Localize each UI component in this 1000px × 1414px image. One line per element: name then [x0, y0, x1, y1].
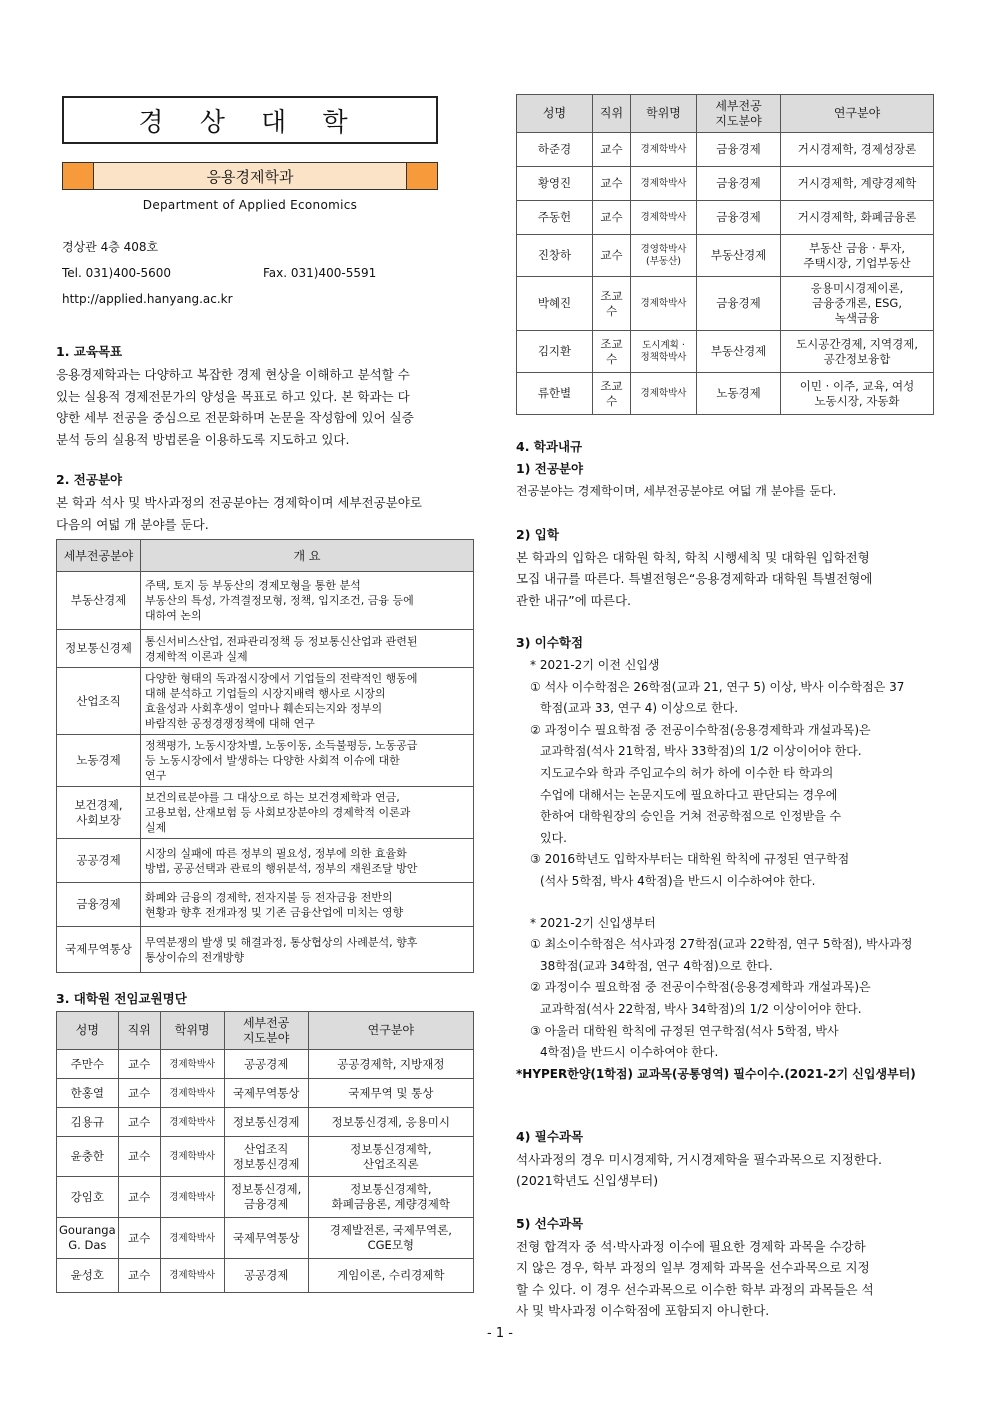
faculty-degree: 경제학박사	[631, 133, 697, 167]
faculty-degree: 경제학박사	[631, 373, 697, 415]
college-title: 경 상 대 학	[62, 96, 438, 144]
table-header-row	[517, 95, 934, 133]
field-description: 정책평가, 노동시장차별, 노동이동, 소득불평등, 노동공급 등 노동시장에서 발생하는 다양한 사회적 이슈에 대한 연구	[141, 735, 474, 787]
faculty-degree: 경제학박사	[160, 1108, 224, 1137]
table-row	[57, 1050, 474, 1079]
admission-text	[516, 547, 934, 612]
faculty-research: 정보통신경제학, 산업조직론	[308, 1137, 473, 1177]
faculty-research: 경제발전론, 국제무역론, CGE모형	[308, 1218, 473, 1259]
prerequisites-text	[516, 1236, 934, 1322]
list-item: ② 과정이수 필요학점 중 전공이수학점(응용경제학과 개설과목)은	[530, 722, 871, 737]
required-courses-text	[516, 1149, 934, 1192]
faculty-name: 하준경	[517, 133, 593, 167]
faculty-rank: 교수	[593, 167, 631, 201]
faculty-rank: 조교수	[593, 373, 631, 415]
text-line: (2021학년도 신입생부터)	[516, 1173, 659, 1189]
faculty-degree: 경제학박사	[631, 277, 697, 331]
table-row	[57, 1259, 474, 1293]
faculty-major: 금융경제	[697, 277, 781, 331]
subsection-title-admission: 2) 입학	[516, 526, 559, 542]
table-row	[517, 277, 934, 331]
column-header: 연구분야	[781, 95, 934, 133]
faculty-major: 노동경제	[697, 373, 781, 415]
faculty-research: 부동산 금융 · 투자, 주택시장, 기업부동산	[781, 235, 934, 277]
text-line: 본 학과 석사 및 박사과정의 전공분야는 경제학이며 세부전공분야로	[56, 495, 422, 510]
table-row	[57, 668, 474, 735]
faculty-research: 응용미시경제이론, 금융중개론, ESG, 녹색금융	[781, 277, 934, 331]
text-line: 관한 내규”에 따른다.	[516, 592, 631, 608]
table-row	[57, 839, 474, 883]
left-column	[56, 96, 474, 1293]
faculty-research: 거시경제학, 화폐금융론	[781, 201, 934, 235]
table-row	[57, 883, 474, 927]
credits-group-head: * 2021-2기 신입생부터	[530, 915, 656, 930]
faculty-name: 진창하	[517, 235, 593, 277]
faculty-rank: 교수	[593, 235, 631, 277]
text-line: 분석 등의 실용적 방법론을 이용하도록 지도하고 있다.	[56, 431, 350, 447]
faculty-rows	[517, 133, 934, 415]
field-description: 시장의 실패에 따른 정부의 필요성, 정부에 의한 효율화 방법, 공공선택과 관료의 행위분석, 정부의 재원조달 방안	[141, 839, 474, 883]
faculty-rank: 교수	[118, 1079, 160, 1108]
faculty-rank: 교수	[118, 1218, 160, 1259]
table-header-row	[57, 1012, 474, 1050]
list-item: 한하여 대학원장의 승인을 거쳐 전공학점으로 인정받을 수	[540, 809, 842, 824]
faculty-rank: 교수	[118, 1259, 160, 1293]
column-header: 성명	[517, 95, 593, 133]
table-row	[57, 1137, 474, 1177]
faculty-degree: 경제학박사	[160, 1050, 224, 1079]
faculty-name: 류한별	[517, 373, 593, 415]
faculty-name: 황영진	[517, 167, 593, 201]
text-line: 다음의 여덟 개 분야를 둔다.	[56, 516, 209, 532]
faculty-research: 정보통신경제학, 화폐금융론, 계량경제학	[308, 1177, 473, 1218]
faculty-major: 국제무역통상	[224, 1218, 308, 1259]
table-row	[57, 572, 474, 630]
list-item: 지도교수와 학과 주임교수의 허가 하에 이수한 타 학과의	[540, 766, 834, 781]
faculty-degree: 경제학박사	[160, 1218, 224, 1259]
faculty-major: 산업조직 정보통신경제	[224, 1137, 308, 1177]
major-fields-text	[56, 492, 474, 535]
list-item: ② 과정이수 필요학점 중 전공이수학점(응용경제학과 개설과목)은	[530, 980, 871, 995]
subsection-title-credits: 3) 이수학점	[516, 635, 584, 651]
credits-group-from-2021	[516, 934, 934, 1064]
field-name: 국제무역통상	[57, 927, 141, 973]
table-row	[57, 1218, 474, 1259]
text-line: 있는 실용적 경제전문가의 양성을 목표로 하고 있다. 본 학과는 다	[56, 388, 410, 404]
banner-accent-left	[63, 163, 93, 189]
field-description: 주택, 토지 등 부동산의 경제모형을 통한 분석 부동산의 특성, 가격결정모형, 정책, 입지조건, 금융 등에 대하여 논의	[141, 572, 474, 630]
faculty-major: 부동산경제	[697, 235, 781, 277]
list-item: ③ 아울러 대학원 학칙에 규정된 연구학점(석사 5학점, 박사	[530, 1023, 839, 1038]
hyper-requirement-note: *HYPER한양(1학점) 교과목(공통영역) 필수이수.(2021-2기 신입생부터)	[516, 1066, 916, 1081]
column-header: 직위	[118, 1012, 160, 1050]
subsection-title-prerequisites: 5) 선수과목	[516, 1215, 584, 1231]
contact-info	[62, 234, 474, 312]
faculty-research: 이민 · 이주, 교육, 여성 노동시장, 자동화	[781, 373, 934, 415]
table-header-row	[57, 540, 474, 572]
faculty-major: 공공경제	[224, 1050, 308, 1079]
department-name: 응용경제학과	[93, 163, 407, 189]
table-row	[517, 133, 934, 167]
address: 경상관 4층 408호	[62, 240, 159, 254]
table-row	[57, 787, 474, 839]
field-name: 부동산경제	[57, 572, 141, 630]
section-title-education-goal: 1. 교육목표	[56, 344, 123, 359]
table-row	[517, 235, 934, 277]
column-header: 세부전공 지도분야	[697, 95, 781, 133]
text-line: 본 학과의 입학은 대학원 학칙, 학칙 시행세칙 및 대학원 입학전형	[516, 549, 870, 565]
website-link[interactable]: http://applied.hanyang.ac.kr	[62, 292, 233, 306]
faculty-name: 주동헌	[517, 201, 593, 235]
faculty-degree: 경제학박사	[160, 1177, 224, 1218]
major-fields-rows	[57, 572, 474, 973]
faculty-degree: 경제학박사	[160, 1079, 224, 1108]
fax: Fax. 031)400-5591	[263, 266, 377, 280]
faculty-research: 도시공간경제, 지역경제, 공간정보융합	[781, 331, 934, 373]
section-title-department-rules: 4. 학과내규	[516, 439, 583, 454]
field-description: 무역분쟁의 발생 및 해결과정, 통상협상의 사례분석, 향후 통상이슈의 전개방향	[141, 927, 474, 973]
list-item: 교과학점(석사 22학점, 박사 34학점)의 1/2 이상이어야 한다.	[540, 1002, 862, 1016]
field-description: 다양한 형태의 독과점시장에서 기업들의 전략적인 행동에 대해 분석하고 기업들의 시장지배력 행사로 시장의 효율성과 사회후생이 얼마나 훼손되는지와 정부의 바람직한 공정경쟁정책에 대해 연구	[141, 668, 474, 735]
text-line: 할 수 있다. 이 경우 선수과목으로 이수한 학부 과정의 과목들은 석	[516, 1281, 874, 1297]
list-item: 수업에 대해서는 논문지도에 필요하다고 판단되는 경우에	[540, 787, 838, 802]
text-line: 응용경제학과는 다양하고 복잡한 경제 현상을 이해하고 분석할 수	[56, 367, 410, 382]
faculty-name: 주만수	[57, 1050, 119, 1079]
faculty-major: 금융경제	[697, 133, 781, 167]
faculty-major: 금융경제	[697, 167, 781, 201]
faculty-rank: 교수	[593, 133, 631, 167]
text-line: 사 및 박사과정 이수학점에 포함되지 아니한다.	[516, 1303, 770, 1319]
faculty-degree: 경제학박사	[631, 167, 697, 201]
faculty-name: 윤성호	[57, 1259, 119, 1293]
faculty-name: 김용규	[57, 1108, 119, 1137]
text-line: 석사과정의 경우 미시경제학, 거시경제학을 필수과목으로 지정한다.	[516, 1151, 882, 1167]
faculty-table-left	[56, 1011, 474, 1293]
faculty-major: 공공경제	[224, 1259, 308, 1293]
table-row	[57, 927, 474, 973]
column-header: 성명	[57, 1012, 119, 1050]
field-name: 정보통신경제	[57, 630, 141, 668]
field-description: 화폐와 금융의 경제학, 전자지불 등 전자금융 전반의 현황과 향후 전개과정 및 기존 금융산업에 미치는 영향	[141, 883, 474, 927]
faculty-name: 김지환	[517, 331, 593, 373]
faculty-name: 박혜진	[517, 277, 593, 331]
faculty-name: 윤충한	[57, 1137, 119, 1177]
department-english-name: Department of Applied Economics	[142, 198, 358, 212]
faculty-major: 정보통신경제	[224, 1108, 308, 1137]
faculty-rank: 교수	[118, 1108, 160, 1137]
list-item: (석사 5학점, 박사 4학점)을 반드시 이수하여야 한다.	[540, 874, 816, 889]
list-item: 교과학점(석사 21학점, 박사 33학점)의 1/2 이상이어야 한다.	[540, 744, 862, 759]
faculty-rank: 조교수	[593, 277, 631, 331]
table-row	[517, 373, 934, 415]
faculty-research: 거시경제학, 계량경제학	[781, 167, 934, 201]
banner-accent-right	[407, 163, 437, 189]
subsection-title-required-courses: 4) 필수과목	[516, 1128, 584, 1144]
list-item: ① 최소이수학점은 석사과정 27학점(교과 22학점, 연구 5학점), 박사과정	[530, 937, 913, 952]
subsection-title-major: 1) 전공분야	[516, 461, 584, 476]
section-title-faculty: 3. 대학원 전임교원명단	[56, 991, 187, 1006]
table-row	[517, 331, 934, 373]
major-fields-table	[56, 539, 474, 973]
table-row	[57, 1079, 474, 1108]
faculty-research: 게임이론, 수리경제학	[308, 1259, 473, 1293]
faculty-major: 금융경제	[697, 201, 781, 235]
field-name: 공공경제	[57, 839, 141, 883]
faculty-degree: 경영학박사 (부동산)	[631, 235, 697, 277]
column-header: 개 요	[141, 540, 474, 572]
column-header: 세부전공분야	[57, 540, 141, 572]
faculty-name: 강임호	[57, 1177, 119, 1218]
faculty-name: 한홍열	[57, 1079, 119, 1108]
faculty-major: 국제무역통상	[224, 1079, 308, 1108]
right-column	[516, 94, 934, 1322]
field-name: 산업조직	[57, 668, 141, 735]
faculty-degree: 도시계획 · 정책학박사	[631, 331, 697, 373]
list-item: 학점(교과 33, 연구 4) 이상으로 한다.	[540, 701, 739, 716]
faculty-major: 부동산경제	[697, 331, 781, 373]
faculty-rank: 교수	[118, 1177, 160, 1218]
list-item: 4학점)을 반드시 이수하여야 한다.	[540, 1045, 719, 1060]
credits-group-before-2021	[516, 677, 934, 893]
faculty-degree: 경제학박사	[160, 1137, 224, 1177]
list-item: 있다.	[540, 830, 567, 845]
column-header: 학위명	[160, 1012, 224, 1050]
credits-group-head: * 2021-2기 이전 신입생	[530, 658, 660, 673]
tel: Tel. 031)400-5600	[62, 266, 171, 280]
text-line: 전형 합격자 중 석·박사과정 이수에 필요한 경제학 과목을 수강하	[516, 1238, 866, 1254]
table-row	[57, 630, 474, 668]
column-header: 학위명	[631, 95, 697, 133]
field-description: 보건의료분야를 그 대상으로 하는 보건경제학과 연금, 고용보험, 산재보험 등 사회보장분야의 경제학적 이론과 실제	[141, 787, 474, 839]
page-number: - 1 -	[487, 1326, 513, 1341]
column-header: 세부전공 지도분야	[224, 1012, 308, 1050]
column-header: 연구분야	[308, 1012, 473, 1050]
list-item: ① 석사 이수학점은 26학점(교과 21, 연구 5) 이상, 박사 이수학점은 37	[530, 679, 905, 694]
faculty-research: 공공경제학, 지방재정	[308, 1050, 473, 1079]
table-row	[517, 167, 934, 201]
faculty-rows	[57, 1050, 474, 1293]
field-name: 보건경제, 사회보장	[57, 787, 141, 839]
field-name: 노동경제	[57, 735, 141, 787]
faculty-major: 정보통신경제, 금융경제	[224, 1177, 308, 1218]
education-goal-text	[56, 364, 474, 450]
faculty-research: 거시경제학, 경제성장론	[781, 133, 934, 167]
faculty-rank: 교수	[118, 1137, 160, 1177]
faculty-degree: 경제학박사	[631, 201, 697, 235]
section-title-major-fields: 2. 전공분야	[56, 472, 123, 487]
text-line: 지 않은 경우, 학부 과정의 일부 경제학 과목을 선수과목으로 지정	[516, 1260, 870, 1276]
faculty-rank: 교수	[118, 1050, 160, 1079]
faculty-research: 정보통신경제, 응용미시	[308, 1108, 473, 1137]
table-row	[57, 1108, 474, 1137]
table-row	[57, 1177, 474, 1218]
text-line: 양한 세부 전공을 중심으로 전문화하며 논문을 작성함에 있어 실증	[56, 410, 414, 425]
list-item: 38학점(교과 34학점, 연구 4학점)으로 한다.	[540, 958, 773, 973]
faculty-degree: 경제학박사	[160, 1259, 224, 1293]
faculty-rank: 조교수	[593, 331, 631, 373]
department-banner	[62, 162, 438, 190]
text-line: 전공분야는 경제학이며, 세부전공분야로 여덟 개 분야를 둔다.	[516, 484, 837, 498]
field-description: 통신서비스산업, 전파관리정책 등 정보통신산업과 관련된 경제학적 이론과 실제	[141, 630, 474, 668]
faculty-rank: 교수	[593, 201, 631, 235]
list-item: ③ 2016학년도 입학자부터는 대학원 학칙에 규정된 연구학점	[530, 852, 850, 867]
text-line: 모집 내규를 따른다. 특별전형은“응용경제학과 대학원 특별전형에	[516, 571, 873, 587]
faculty-research: 국제무역 및 통상	[308, 1079, 473, 1108]
faculty-name: Gouranga G. Das	[57, 1218, 119, 1259]
field-name: 금융경제	[57, 883, 141, 927]
table-row	[517, 201, 934, 235]
column-header: 직위	[593, 95, 631, 133]
faculty-table-right	[516, 94, 934, 415]
table-row	[57, 735, 474, 787]
